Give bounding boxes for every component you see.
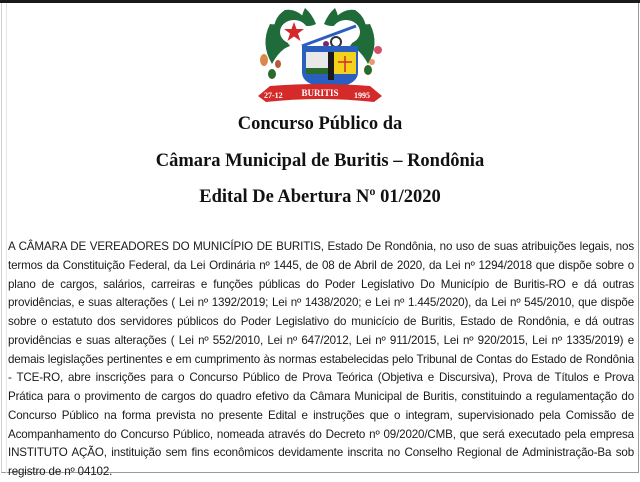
margin-guide-line [6, 3, 7, 474]
banner-year: 1995 [354, 91, 370, 100]
document-title-block [0, 114, 640, 207]
municipal-coat-of-arms-icon [250, 4, 390, 108]
edital-paragraph: A CÂMARA DE VEREADORES DO MUNICÍPIO DE BURITIS, Estado De Rondônia, no uso de suas atribuições legais, nos termos da Constituição Federal, da Lei Ordinária nº 1445, de 08 de Abril de 2020, da Lei nº 1294/2018 que dispõe sobre o plano de cargos, salários, carreiras e funções públicas do Poder Legislativo Do Município de Buritis-RO e dá outras providências, e suas alterações ( Lei nº 1392/2019; Lei nº 1438/2020; e Lei nº 1.445/2020), da Lei nº 545/2010, que dispõe sobre o estatuto dos servidores públicos do Poder Legislativo do municício de Buritis, Estado de Rondônia, e dá outras providências e suas alterações ( Lei nº 552/2010, Lei nº 647/2012, Lei nº 911/2015, Lei nº 920/2015, Lei nº 1335/2019) e demais legislações pertinentes e em cumprimento às normas estabelecidas pelo Tribunal de Contas do Estado de Rondônia - TCE-RO, abre inscrições para o Concurso Público de Prova Teórica (Objetiva e Discursiva), Prova de Títulos e Prova Prática para o provimento de cargos do quadro efetivo da Câmara Municipal de Buritis, constituindo a regulamentação do Concurso Público na forma prevista no presente Edital e instruções que o integram, supervisionado pela Comissão de Acompanhamento do Concurso Público, nomeada através do Decreto nº 09/2020/CMB, que será executado pela empresa INSTITUTO AÇÃO, instituição sem fins econômicos devidamente inscrita no Conselho Regional de Administração-Ba sob registro de nº 04102. [8, 240, 634, 478]
coat-of-arms-logo [250, 4, 390, 108]
title-line-2: Câmara Municipal de Buritis – Rondônia [155, 151, 485, 171]
banner-date: 27-12 [264, 91, 283, 100]
title-line-1: Concurso Público da [237, 114, 403, 134]
title-line-3: Edital De Abertura Nº 01/2020 [199, 187, 441, 207]
banner-city: BURITIS [301, 88, 339, 98]
